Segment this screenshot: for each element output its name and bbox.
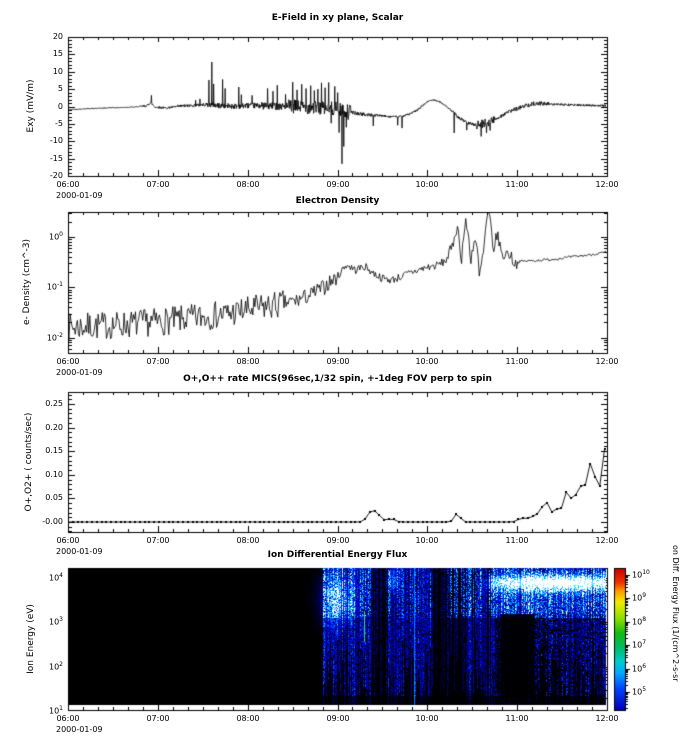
y-tick-label: 0.25: [45, 399, 63, 408]
y-tick-label: 15: [52, 49, 63, 58]
y-tick-label: 5: [57, 84, 63, 93]
x-tick-label: 10:00: [415, 180, 439, 189]
x-tick-label: 12:00: [595, 180, 619, 189]
date-label: 2000-01-09: [56, 368, 103, 377]
y-tick-label: 0.05: [45, 493, 63, 502]
y-tick-label: $10^2$: [48, 661, 63, 672]
x-tick-label: 06:00: [56, 357, 80, 366]
colorbar-tick-label: $10^7$: [632, 639, 647, 650]
x-tick-label: 10:00: [415, 714, 439, 723]
date-label: 2000-01-09: [56, 547, 103, 556]
panel1-title: E-Field in xy plane, Scalar: [271, 13, 404, 23]
colorbar-tick-label: $10^5$: [632, 686, 647, 697]
x-tick-label: 11:00: [505, 180, 529, 189]
colorbar-tick-label: $10^9$: [632, 592, 647, 603]
x-tick-label: 10:00: [415, 357, 439, 366]
date-label: 2000-01-09: [56, 191, 103, 200]
x-tick-label: 08:00: [236, 357, 260, 366]
y-tick-label: 0.15: [45, 446, 63, 455]
x-tick-label: 06:00: [56, 714, 80, 723]
y-tick-label: $10^4$: [48, 572, 63, 583]
y-tick-label: $10^{-2}$: [46, 332, 63, 343]
x-tick-label: 08:00: [236, 714, 260, 723]
x-tick-label: 11:00: [505, 357, 529, 366]
y-tick-label: -0.00: [42, 517, 63, 526]
x-tick-label: 12:00: [595, 714, 619, 723]
panel3-title: O+,O++ rate MICS(96sec,1/32 spin, +-1deg FOV perp to spin: [183, 374, 492, 384]
x-tick-label: 11:00: [505, 536, 529, 545]
colorbar-tick-label: $10^6$: [632, 663, 647, 674]
colorbar-tick-label: $10^{10}$: [632, 569, 650, 580]
y-tick-label: $10^3$: [48, 616, 63, 627]
panel3-ylabel: O+,O2+ ( counts/sec): [24, 412, 34, 512]
y-tick-label: 0.10: [45, 470, 63, 479]
y-tick-label: -10: [49, 136, 63, 145]
x-tick-label: 11:00: [505, 714, 529, 723]
x-tick-label: 10:00: [415, 536, 439, 545]
x-tick-label: 12:00: [595, 536, 619, 545]
x-tick-label: 09:00: [326, 714, 350, 723]
y-tick-label: 0.20: [45, 423, 63, 432]
x-tick-label: 07:00: [146, 357, 170, 366]
y-tick-label: 0: [57, 102, 63, 111]
x-tick-label: 09:00: [326, 357, 350, 366]
y-tick-label: $10^1$: [48, 705, 63, 716]
x-tick-label: 06:00: [56, 536, 80, 545]
y-tick-label: 10: [52, 67, 63, 76]
x-tick-label: 07:00: [146, 536, 170, 545]
panel2-ylabel: e- Density (cm^-3): [22, 239, 32, 325]
y-tick-label: $10^{-1}$: [46, 281, 63, 292]
x-tick-label: 09:00: [326, 180, 350, 189]
colorbar-tick-label: $10^8$: [632, 616, 647, 627]
x-tick-label: 07:00: [146, 180, 170, 189]
panel4-title: Ion Differential Energy Flux: [267, 550, 408, 560]
x-tick-label: 12:00: [595, 357, 619, 366]
x-tick-label: 08:00: [236, 180, 260, 189]
x-tick-label: 08:00: [236, 536, 260, 545]
y-tick-label: $10^0$: [48, 231, 63, 242]
colorbar-label: on Diff. Energy Flux (1/(cm^2-s-sr: [671, 545, 680, 682]
x-tick-label: 07:00: [146, 714, 170, 723]
y-tick-label: -15: [49, 154, 63, 163]
y-tick-label: 20: [52, 32, 63, 41]
x-tick-label: 06:00: [56, 180, 80, 189]
panel1-ylabel: Exy (mV/m): [26, 79, 36, 133]
date-label: 2000-01-09: [56, 725, 103, 734]
panel2-title: Electron Density: [295, 196, 380, 206]
panel4-ylabel: Ion Energy (eV): [26, 604, 36, 674]
y-tick-label: -5: [55, 119, 63, 128]
x-tick-label: 09:00: [326, 536, 350, 545]
y-tick-label: -20: [49, 171, 63, 180]
